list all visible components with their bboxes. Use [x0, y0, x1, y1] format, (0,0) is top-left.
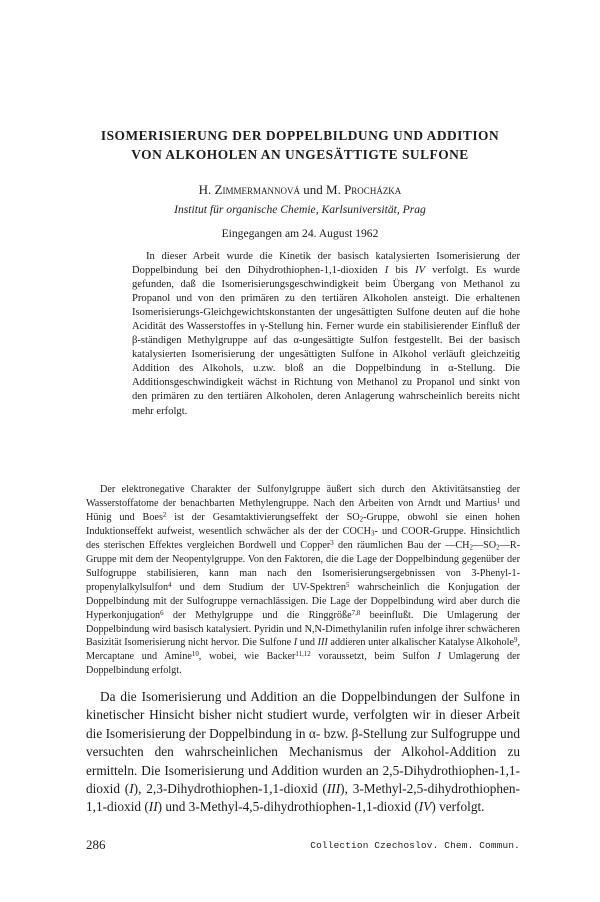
author-line: H. Zimmermannová und M. Procházka [198, 182, 402, 197]
reference-6: 6 [160, 609, 164, 617]
reference-2: 2 [162, 511, 167, 519]
intro-paragraph: Der elektronegative Charakter der Sulfonylgruppe äußert sich durch den Aktivitätsanstieg der Wasserstoffatome der benachbarten Methylengruppe. Nach den Arbeiten von Arndt und Martius$^1$ und Hünig und Boes$^2$ ist der Gesamtaktivierungseffekt der $SO_2$-Gruppe, obwohl sie einen hohen Induktionseffekt aufweist, wesentlich schwächer als der der $COCH_3-$ und COOR-Gruppe. Hinsichtlich des sterischen Effektes vergleichen Bordwell und Copper$^3$ den räumlichen Bau der $—CH_2—SO_2—R$-Gruppe mit dem der Neopentylgruppe. Von den Faktoren, die die Lage der Doppelbindung gegenüber der Sulfogruppe stabilisieren, kann man nach den Isomerisierungsergebnissen von 3-Phenyl-1-propenylalkylsulfon$^4$ und dem Studium der UV-Spektren$^5$ wahrscheinlich die Konjugation der Doppelbindung mit der Sulfogruppe vernachlässigen. Die Lage der Doppelbindung wird aber durch die Hyperkonjugation$^6$ der Methylgruppe und die Ringgröße$^{7,8}$ beeinflußt. Die Umlagerung der Doppelbindung wird basisch katalysiert. Pyridin und N,N-Dimethylanilin rufen infolge ihrer schwächeren Basizität Isomerisierung nicht hervor. Die Sulfone I und III addieren unter alkalischer Katalyse Alkohole$^9$, Mercaptane und Amine$^{10}$, wobei, wie Backer$^{11,12}$ voraussetzt, beim Sulfon I Umlagerung der Doppelbindung erfolgt. [86, 484, 521, 677]
reference-3: 3 [330, 539, 334, 547]
reference-5: 5 [345, 581, 350, 589]
journal-name: Collection Czechoslov. Chem. Commun. [310, 840, 520, 851]
abstract: In dieser Arbeit wurde die Kinetik der basisch katalysierten Isomerisierung der Doppelbindung bei den Dihydrothiophen-1,1-dioxiden I bis IV verfolgt. Es wurde gefunden, daß die Isomerisierungsgeschwindigkeit beim Übergang von Methanol zu Propanol und von den primären zu den tertiären Alkoholen ansteigt. Die erhaltenen Isomerisierungs-Gleichgewichtskonstanten der ungesättigten Sulfone deuten auf die hohe Acidität des Wasserstoffes in γ-Stellung hin. Ferner wurde ein stabilisierender Einfluß der β-ständigen Methylgruppe auf das α-ungesättigte Sulfon festgestellt. Bei der basisch katalysierten Isomerisierung der ungesättigten Sulfone in Alkohol verläuft gleichzeitig Addition des Alkohols, u.zw. bloß an die Doppelbindung in α-Stellung. Die Additionsgeschwindigkeit wächst in Richtung von Methanol zu Propanol und sinkt von den primären zu den tertiären Alkoholen, deren Anlagerung wahrscheinlich bereits nicht mehr erfolgt. [132, 251, 520, 417]
page-number: 286 [86, 837, 106, 852]
title-line-1: ISOMERISIERUNG DER DOPPELBILDUNG UND ADDITION [100, 128, 500, 143]
reference-11-12: 11,12 [295, 651, 311, 659]
received-date: Eingegangen am 24. August 1962 [221, 227, 379, 240]
main-paragraph: Da die Isomerisierung und Addition an die Doppelbindungen der Sulfone in kinetischer Hinsicht bisher nicht studiert wurde, verfolgten wir in dieser Arbeit die Isomerisierung der Doppelbindung in α- bzw. β-Stellung zur Sulfogruppe und versuchten den wahrscheinlichen Mechanismus der Alkohol-Addition zu ermitteln. Die Isomerisierung und Addition wurden an 2,5-Dihydrothiophen-1,1-dioxid (I), 2,3-Dihydrothiophen-1,1-dioxid (III), 3-Methyl-2,5-dihydrothiophen-1,1-dioxid (II) und 3-Methyl-4,5-dihydrothiophen-1,1-dioxid (IV) verfolgt. [86, 689, 520, 815]
reference-7-8: 7,8 [351, 609, 361, 617]
reference-10: 10 [191, 651, 199, 659]
author-2-name: Procházka [344, 182, 402, 197]
author-1-name: Zimmermannová [214, 182, 301, 197]
affiliation: Institut für organische Chemie, Karlsuniversität, Prag [174, 203, 426, 216]
article-title [60, 126, 540, 164]
reference-4: 4 [168, 581, 172, 589]
page-footer [86, 836, 520, 854]
reference-9: 9 [513, 637, 518, 645]
reference-1: 1 [496, 497, 501, 505]
title-line-2: VON ALKOHOLEN AN UNGESÄTTIGTE SULFONE [131, 147, 469, 162]
